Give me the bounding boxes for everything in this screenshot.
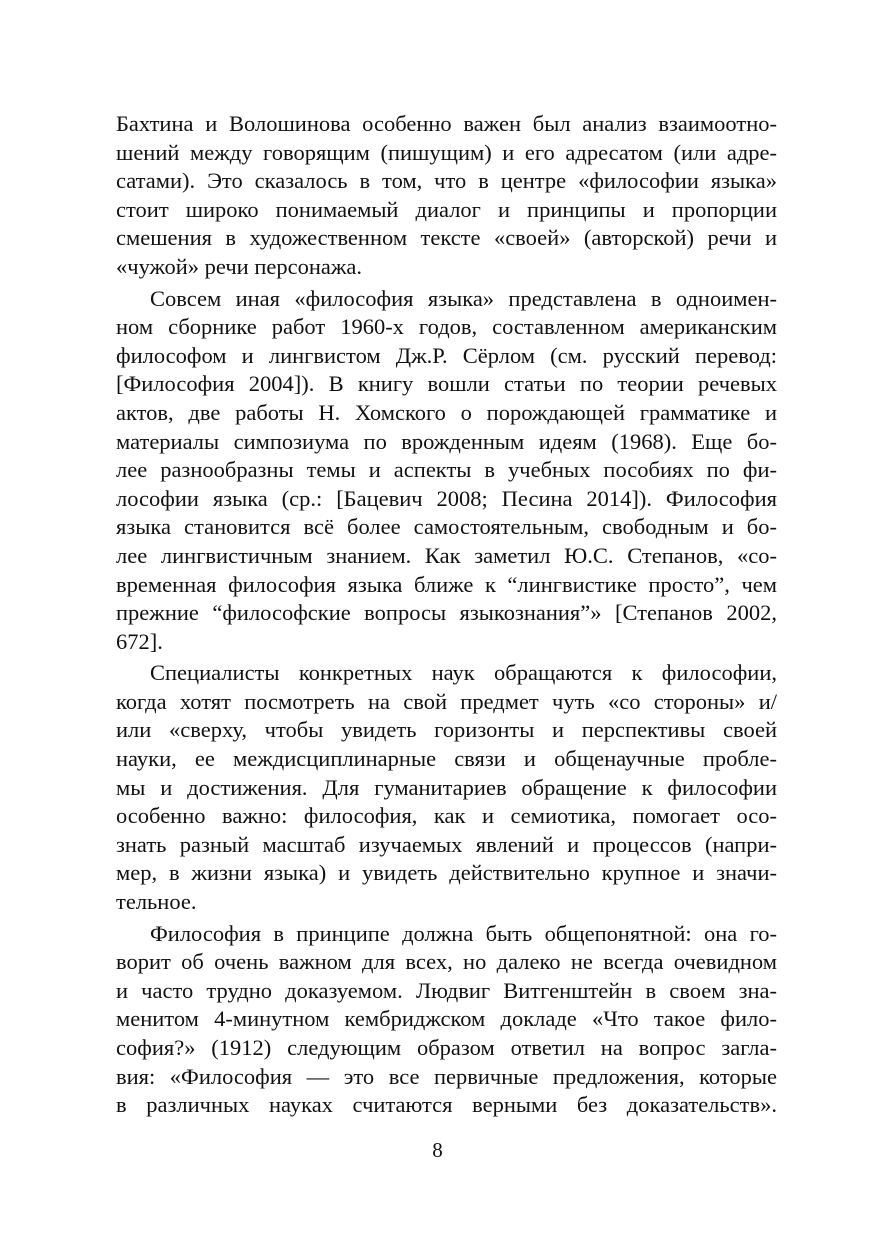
text-line: философом и лингвистом Дж.Р. Сёрлом (см. русский перевод: [116, 342, 777, 368]
text-line: мы и достижения. Для гуманитариев обращение к философии [116, 774, 777, 800]
text-line: когда хотят посмотреть на свой предмет чуть «со стороны» и/ [116, 688, 777, 714]
text-line: мер, в жизни языка) и увидеть действительно крупное и значи- [116, 860, 777, 886]
text-line: временная философия языка ближе к “лингвистике просто”, чем [116, 571, 777, 597]
text-line: знать разный масштаб изучаемых явлений и процессов (напри- [116, 831, 777, 857]
text-line: стоит широко понимаемый диалог и принципы и пропорции [116, 196, 777, 222]
text-line: «чужой» речи персонажа. [116, 253, 363, 279]
text-line: шений между говорящим (пишущим) и его адресатом (или адре- [116, 139, 777, 165]
text-line: тельное. [116, 889, 197, 915]
text-line: ном сборнике работ 1960-х годов, составленном американским [116, 314, 777, 340]
text-line: менитом 4-минутном кембриджском докладе «Что такое фило- [116, 1006, 777, 1032]
text-line: материалы симпозиума по врожденным идеям (1968). Еще бо- [116, 428, 777, 454]
text-line: особенно важно: философия, как и семиотика, помогает осо- [116, 803, 777, 829]
text-line: науки, ее междисциплинарные связи и общенаучные пробле- [116, 746, 777, 772]
text-line: смешения в художественном тексте «своей» (авторской) речи и [116, 225, 777, 251]
text-line: прежние “философские вопросы языкознания”» [Степанов 2002, [116, 600, 777, 626]
text-line: Совсем иная «философия языка» представлена в одноимен- [150, 285, 777, 311]
text-line: [Философия 2004]). В книгу вошли статьи по теории речевых [116, 371, 777, 397]
text-line: Бахтина и Волошинова особенно важен был анализ взаимоотно- [116, 111, 777, 136]
text-line: актов, две работы Н. Хомского о порождающей грамматике и [116, 399, 777, 425]
text-line: и часто трудно доказуемом. Людвиг Витгенштейн в своем зна- [116, 977, 777, 1003]
page-number: 8 [432, 1138, 443, 1162]
text-line: вия: «Философия — это все первичные предложения, которые [116, 1063, 777, 1089]
text-line: ворит об очень важном для всех, но далеко не всегда очевидном [116, 949, 777, 975]
text-line: 672]. [116, 628, 163, 654]
paragraph-2 [116, 285, 777, 657]
text-line: языка становится всё более самостоятельным, свободным и бо- [116, 514, 777, 540]
text-line: лософии языка (ср.: [Бацевич 2008; Песина 2014]). Философия [116, 485, 777, 511]
text-line: в различных науках считаются верными без доказательств». [116, 1092, 777, 1118]
text-line: софия?» (1912) следующим образом ответил на вопрос загла- [116, 1035, 777, 1060]
body-text [116, 110, 777, 1120]
text-line: лее разнообразны темы и аспекты в учебных пособиях по фи- [116, 457, 777, 483]
paragraph-1 [116, 110, 777, 282]
paragraph-3 [116, 659, 777, 916]
text-line: или «сверху, чтобы увидеть горизонты и перспективы своей [116, 717, 777, 743]
text-line: лее лингвистичным знанием. Как заметил Ю.С. Степанов, «со- [116, 542, 777, 568]
text-line: сатами). Это сказалось в том, что в центре «философии языка» [116, 168, 777, 194]
text-line: Специалисты конкретных наук обращаются к философии, [150, 660, 777, 686]
paragraph-4 [116, 920, 777, 1120]
text-line: Философия в принципе должна быть общепонятной: она го- [150, 920, 777, 946]
